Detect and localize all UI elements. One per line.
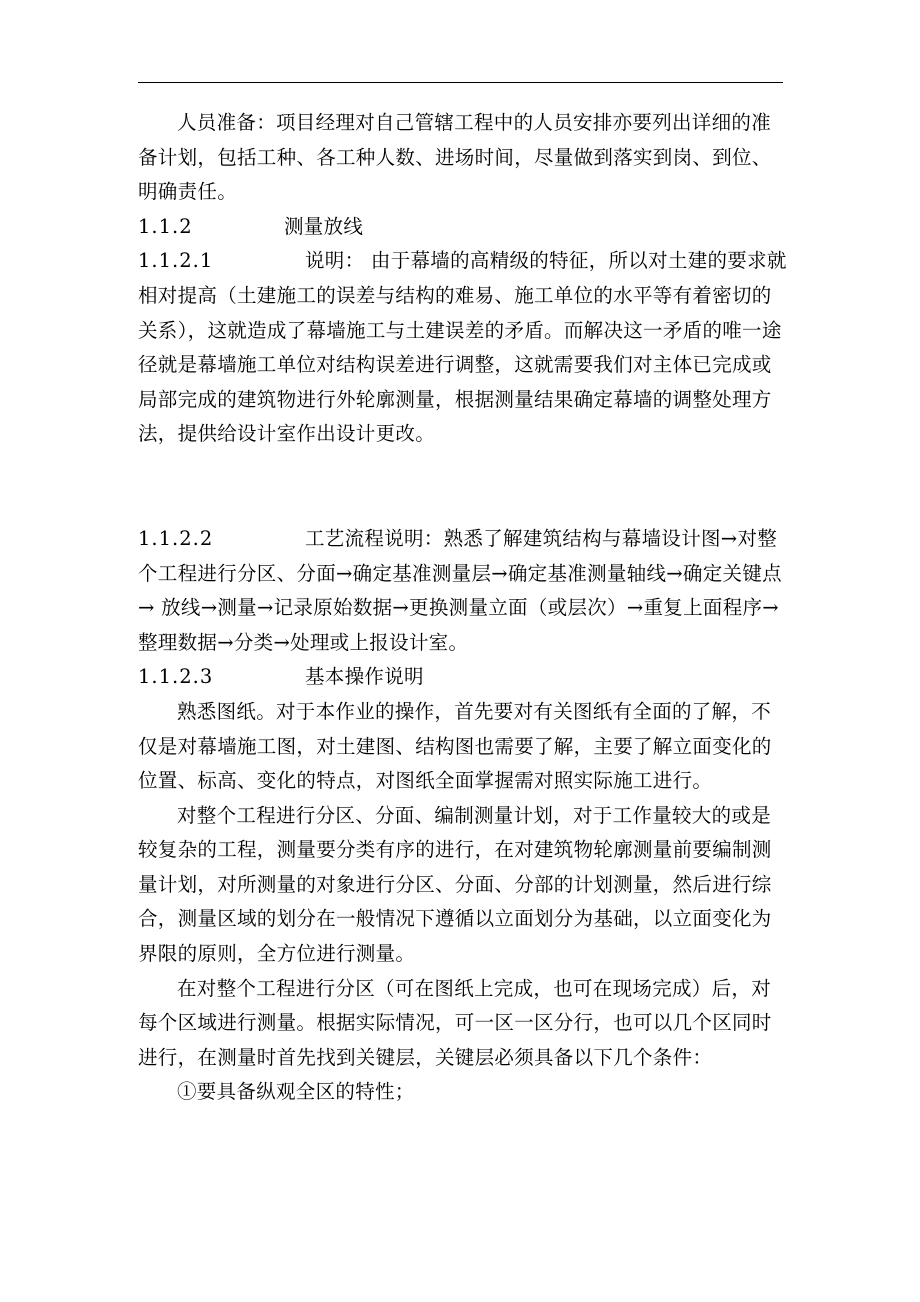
- section-number: 1.1.2.2: [138, 526, 214, 550]
- section-number: 1.1.2.1: [138, 249, 214, 273]
- heading-number: 1.1.2: [138, 214, 193, 238]
- personnel-paragraph: 人员准备：项目经理对自己管辖工程中的人员安排亦要列出详细的准备计划，包括工种、各工种人数、进场时间，尽量做到落实到岗、到位、明确责任。: [138, 111, 772, 204]
- header-rule: [138, 82, 783, 83]
- drawings-paragraph: 熟悉图纸。对于本作业的操作，首先要对有关图纸有全面的了解，不仅是对幕墙施工图，对土建图、结构图也需要了解，主要了解立面变化的位置、标高、变化的特点，对图纸全面掌握需对照实际施工进行。: [138, 699, 772, 793]
- document-body: [138, 106, 788, 1110]
- section-text: 工艺流程说明：熟悉了解建筑结构与幕墙设计图→对整个工程进行分区、分面→确定基准测量层→确定基准测量轴线→确定关键点→ 放线→测量→记录原始数据→更换测量立面（或层次）→重复上面程序→整理数据→分类→处理或上报设计室。: [138, 526, 782, 654]
- section-1-1-2-1: [138, 244, 788, 452]
- heading-number: 1.1.2.3: [138, 665, 214, 689]
- keylayer-paragraph: 在对整个工程进行分区（可在图纸上完成，也可在现场完成）后，对每个区域进行测量。根据实际情况，可一区一区分行，也可以几个区同时进行，在测量时首先找到关键层，关键层必须具备以下几个条件：: [138, 976, 772, 1069]
- condition-1-paragraph: ①要具备纵观全区的特性；: [177, 1080, 415, 1104]
- section-1-1-2-2: [138, 522, 788, 660]
- zoning-paragraph: 对整个工程进行分区、分面、编制测量计划，对于工作量较大的或是较复杂的工程，测量要分类有序的进行，在对建筑物轮廓测量前要编制测量计划，对所测量的对象进行分区、分面、分部的计划测量，然后进行综合，测量区域的划分在一般情况下遵循以立面划分为基础，以立面变化为界限的原则，全方位进行测量。: [138, 803, 772, 966]
- section-text: 说明： 由于幕墙的高精级的特征，所以对土建的要求就相对提高（土建施工的误差与结构的难易、施工单位的水平等有着密切的关系），这就造成了幕墙施工与土建误差的矛盾。而解决这一矛盾的唯一途径就是幕墙施工单位对结构误差进行调整，这就需要我们对主体已完成或局部完成的建筑物进行外轮廓测量，根据测量结果确定幕墙的调整处理方法，提供给设计室作出设计更改。: [138, 249, 787, 446]
- heading-1-1-2: [138, 210, 788, 245]
- heading-1-1-2-3: [138, 660, 788, 695]
- heading-title: 基本操作说明: [305, 665, 424, 689]
- blank-space: [138, 452, 788, 522]
- heading-title: 测量放线: [284, 214, 364, 238]
